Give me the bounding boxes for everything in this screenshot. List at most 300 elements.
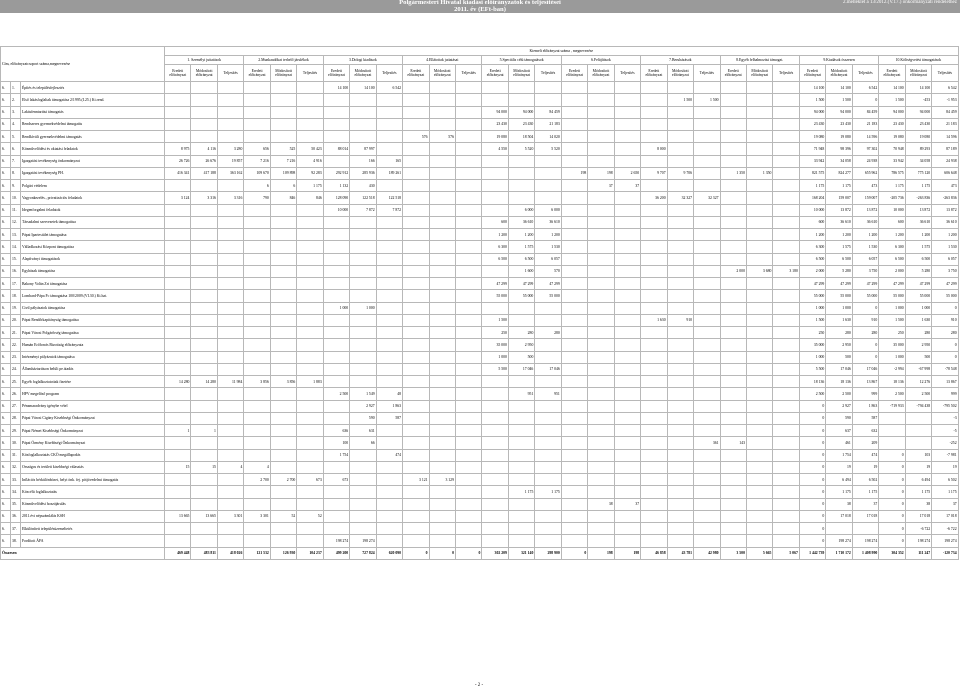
value-cell: 47 299 [535, 278, 561, 290]
value-cell [403, 461, 429, 473]
value-cell: 19 [852, 461, 878, 473]
value-cell [614, 388, 640, 400]
row-index: 6. [1, 437, 11, 449]
value-cell [217, 363, 243, 375]
value-cell: 15 [191, 461, 217, 473]
value-cell [746, 106, 772, 118]
value-cell [667, 290, 693, 302]
value-cell [217, 351, 243, 363]
value-cell [297, 535, 323, 547]
value-cell [667, 535, 693, 547]
value-cell: 14 596 [852, 131, 878, 143]
value-cell [641, 437, 667, 449]
value-cell [244, 94, 270, 106]
value-cell: 461 [826, 437, 852, 449]
value-cell [297, 412, 323, 424]
value-cell: 2 500 [799, 388, 825, 400]
value-cell [508, 314, 534, 326]
value-cell: 6 502 [852, 474, 878, 486]
value-cell [667, 143, 693, 155]
subcolumn-header: Eredeti előirányzat [165, 65, 191, 82]
table-row [1, 314, 959, 326]
value-cell: 32 327 [667, 192, 693, 204]
value-cell [429, 437, 455, 449]
row-label: Társadalmi szervezetek támogatása [21, 216, 165, 228]
value-cell [455, 449, 481, 461]
value-cell [561, 143, 587, 155]
value-cell [667, 278, 693, 290]
value-cell [720, 229, 746, 241]
value-cell: 417 188 [191, 167, 217, 179]
value-cell: 37 [932, 498, 958, 510]
value-cell [429, 449, 455, 461]
value-cell: 17 046 [826, 363, 852, 375]
row-number: 29. [11, 425, 21, 437]
value-cell [244, 204, 270, 216]
value-cell [746, 498, 772, 510]
value-cell [588, 461, 614, 473]
value-cell: 0 [799, 437, 825, 449]
row-index: 6. [1, 400, 11, 412]
value-cell: 35 000 [879, 339, 905, 351]
value-cell [165, 241, 191, 253]
row-number: 32. [11, 461, 21, 473]
value-cell [561, 449, 587, 461]
value-cell [773, 437, 799, 449]
value-cell [667, 155, 693, 167]
value-cell [614, 241, 640, 253]
value-cell [773, 180, 799, 192]
value-cell: 0 [879, 510, 905, 522]
value-cell [297, 449, 323, 461]
value-cell [429, 535, 455, 547]
value-cell: 500 [905, 351, 931, 363]
value-cell: 13 665 [165, 510, 191, 522]
row-number: 18. [11, 290, 21, 302]
value-cell [270, 339, 296, 351]
total-cell: 3 500 [720, 547, 746, 559]
value-cell [561, 106, 587, 118]
value-cell: 3 680 [746, 265, 772, 277]
value-cell: 66 [350, 437, 376, 449]
value-cell [323, 106, 349, 118]
row-index: 6. [1, 118, 11, 130]
value-cell: 280 [508, 327, 534, 339]
table-row [1, 327, 959, 339]
value-cell: 55 000 [535, 290, 561, 302]
value-cell [773, 106, 799, 118]
value-cell [191, 216, 217, 228]
value-cell [641, 412, 667, 424]
total-cell: 0 [429, 547, 455, 559]
value-cell [217, 302, 243, 314]
value-cell [297, 216, 323, 228]
value-cell: 3 316 [191, 192, 217, 204]
value-cell [641, 265, 667, 277]
value-cell [588, 449, 614, 461]
value-cell: 34 058 [905, 155, 931, 167]
value-cell: 5 500 [799, 363, 825, 375]
value-cell: 6 [244, 180, 270, 192]
value-cell [773, 216, 799, 228]
value-cell: 600 [879, 216, 905, 228]
value-cell [746, 131, 772, 143]
value-cell: 37 [614, 180, 640, 192]
value-cell [614, 351, 640, 363]
row-number: 8. [11, 167, 21, 179]
value-cell [720, 192, 746, 204]
value-cell [297, 106, 323, 118]
value-cell [667, 363, 693, 375]
row-index: 6. [1, 265, 11, 277]
value-cell [191, 118, 217, 130]
value-cell [323, 486, 349, 498]
value-cell: 4 550 [482, 143, 508, 155]
value-cell [191, 498, 217, 510]
value-cell: 1 000 [482, 351, 508, 363]
value-cell [694, 278, 720, 290]
value-cell: 14 100 [350, 82, 376, 94]
value-cell [165, 388, 191, 400]
value-cell [217, 253, 243, 265]
subcolumn-header: Eredeti előirányzat [561, 65, 587, 82]
value-cell [297, 498, 323, 510]
value-cell [773, 486, 799, 498]
total-cell: 5 067 [773, 547, 799, 559]
value-cell [588, 388, 614, 400]
value-cell [376, 131, 402, 143]
value-cell [720, 143, 746, 155]
value-cell [244, 290, 270, 302]
value-cell: 13 867 [852, 376, 878, 388]
value-cell [561, 400, 587, 412]
value-cell [588, 118, 614, 130]
row-label: Intézményi pályázatok támogatása [21, 351, 165, 363]
total-cell: 198 [614, 547, 640, 559]
table-row [1, 498, 959, 510]
table-row [1, 535, 959, 547]
row-number: 22. [11, 339, 21, 351]
value-cell: 38 [905, 498, 931, 510]
value-cell [270, 498, 296, 510]
value-cell [455, 412, 481, 424]
value-cell: 23 430 [879, 118, 905, 130]
value-cell [217, 241, 243, 253]
group-title: 8.Egyéb felhalmozási támogat. [720, 56, 799, 65]
value-cell: 0 [799, 461, 825, 473]
total-cell: 321 140 [508, 547, 534, 559]
value-cell: 165 [376, 155, 402, 167]
value-cell [508, 535, 534, 547]
table-row [1, 229, 959, 241]
table-row [1, 363, 959, 375]
value-cell: 47 299 [482, 278, 508, 290]
value-cell [455, 363, 481, 375]
value-cell [641, 241, 667, 253]
value-cell [773, 327, 799, 339]
value-cell [561, 523, 587, 535]
value-cell [614, 131, 640, 143]
row-index: 6. [1, 535, 11, 547]
value-cell: 23 430 [508, 118, 534, 130]
row-index: 6. [1, 94, 11, 106]
value-cell: 17 046 [852, 363, 878, 375]
value-cell: 7 872 [376, 204, 402, 216]
value-cell: 7 216 [270, 155, 296, 167]
value-cell [403, 143, 429, 155]
value-cell: 88 014 [323, 143, 349, 155]
value-cell [165, 131, 191, 143]
value-cell [694, 498, 720, 510]
value-cell [667, 241, 693, 253]
value-cell [429, 412, 455, 424]
value-cell [588, 425, 614, 437]
row-label: Építés és településfejlesztés [21, 82, 165, 94]
value-cell [429, 523, 455, 535]
value-cell [217, 94, 243, 106]
value-cell [482, 302, 508, 314]
value-cell [614, 474, 640, 486]
value-cell: 3 280 [217, 143, 243, 155]
value-cell: 0 [799, 474, 825, 486]
value-cell: 189 261 [376, 167, 402, 179]
value-cell [429, 180, 455, 192]
value-cell [429, 425, 455, 437]
value-cell [297, 241, 323, 253]
value-cell [191, 204, 217, 216]
value-cell: 3 180 [773, 265, 799, 277]
value-cell: 1 630 [826, 314, 852, 326]
value-cell [270, 351, 296, 363]
value-cell: 1 200 [826, 229, 852, 241]
value-cell: 36 200 [641, 192, 667, 204]
value-cell: 587 [376, 412, 402, 424]
value-cell [561, 437, 587, 449]
value-cell [297, 314, 323, 326]
value-cell [482, 82, 508, 94]
total-cell: 1 442 739 [799, 547, 825, 559]
value-cell [773, 131, 799, 143]
value-cell [535, 437, 561, 449]
row-label: Inflációs bérkülönbözet, helyi önk. fej. pótjövedelmi támogatás [21, 474, 165, 486]
value-cell: 47 299 [879, 278, 905, 290]
value-cell [270, 253, 296, 265]
value-cell: 50 423 [297, 143, 323, 155]
value-cell [508, 376, 534, 388]
value-cell: 0 [879, 486, 905, 498]
value-cell: 122 518 [376, 192, 402, 204]
value-cell [746, 302, 772, 314]
value-cell [191, 412, 217, 424]
value-cell: -1 953 [932, 94, 958, 106]
value-cell [403, 412, 429, 424]
value-cell [350, 216, 376, 228]
value-cell [720, 523, 746, 535]
subcolumn-header: Módosított előirányzat [270, 65, 296, 82]
value-cell: 6 300 [799, 241, 825, 253]
value-cell: 1 530 [852, 241, 878, 253]
value-cell [641, 388, 667, 400]
value-cell [614, 400, 640, 412]
table-row [1, 155, 959, 167]
value-cell [455, 474, 481, 486]
value-cell [429, 216, 455, 228]
value-cell: 0 [879, 523, 905, 535]
value-cell [191, 400, 217, 412]
value-cell [614, 290, 640, 302]
value-cell: 910 [667, 314, 693, 326]
value-cell [561, 314, 587, 326]
subcolumn-header: Módosított előirányzat [191, 65, 217, 82]
table-row [1, 474, 959, 486]
value-cell: 1 500 [879, 314, 905, 326]
value-cell: 1 000 [879, 351, 905, 363]
value-cell [720, 376, 746, 388]
value-cell: 209 [852, 437, 878, 449]
value-cell: 34 058 [826, 155, 852, 167]
value-cell [376, 253, 402, 265]
value-cell: -78 548 [932, 363, 958, 375]
value-cell [455, 192, 481, 204]
row-label: Pápai Városi Cigány Kisebbségi Önkormányzat [21, 412, 165, 424]
value-cell: 1 [165, 425, 191, 437]
value-cell: 1 175 [879, 180, 905, 192]
value-cell [720, 204, 746, 216]
row-number: 15. [11, 253, 21, 265]
value-cell [191, 180, 217, 192]
value-cell: 198 274 [932, 535, 958, 547]
value-cell [270, 449, 296, 461]
value-cell [614, 437, 640, 449]
value-cell: 23 430 [905, 118, 931, 130]
row-number: 36. [11, 510, 21, 522]
value-cell [350, 523, 376, 535]
total-cell: 0 [403, 547, 429, 559]
value-cell: 70 948 [879, 143, 905, 155]
total-cell: 121 532 [244, 547, 270, 559]
value-cell [614, 94, 640, 106]
row-label: Pápai Rendőrkapitányság támogatása [21, 314, 165, 326]
value-cell: 198 274 [852, 535, 878, 547]
total-cell: 104 237 [297, 547, 323, 559]
value-cell: 15 [165, 461, 191, 473]
row-index: 6. [1, 351, 11, 363]
value-cell [746, 412, 772, 424]
value-cell [429, 461, 455, 473]
row-index: 6. [1, 388, 11, 400]
value-cell: 21 183 [852, 118, 878, 130]
value-cell [429, 388, 455, 400]
value-cell: 4 916 [297, 155, 323, 167]
value-cell [641, 204, 667, 216]
row-label: Országos és területi kisebbségi választás [21, 461, 165, 473]
value-cell [455, 400, 481, 412]
value-cell: 473 [852, 180, 878, 192]
value-cell [720, 425, 746, 437]
value-cell [667, 437, 693, 449]
value-cell: 4 [217, 461, 243, 473]
value-cell: 0 [799, 486, 825, 498]
row-number: 28. [11, 412, 21, 424]
value-cell [694, 290, 720, 302]
value-cell: 1 [191, 425, 217, 437]
value-cell: 1 175 [932, 486, 958, 498]
value-cell [403, 253, 429, 265]
value-cell: 3 750 [932, 265, 958, 277]
value-cell: 790 [244, 192, 270, 204]
value-cell [482, 474, 508, 486]
group-title: 10.Költségvetési támogatások [879, 56, 958, 65]
value-cell [588, 363, 614, 375]
row-index: 6. [1, 229, 11, 241]
table-row [1, 302, 959, 314]
value-cell: 32 327 [694, 192, 720, 204]
value-cell: 36 610 [826, 216, 852, 228]
value-cell [641, 425, 667, 437]
value-cell [191, 535, 217, 547]
row-index: 6. [1, 376, 11, 388]
value-cell [429, 327, 455, 339]
value-cell: -795 502 [932, 400, 958, 412]
value-cell [217, 180, 243, 192]
value-cell [403, 388, 429, 400]
value-cell [165, 339, 191, 351]
value-cell [165, 290, 191, 302]
value-cell [270, 302, 296, 314]
value-cell: -252 [932, 437, 958, 449]
value-cell [429, 302, 455, 314]
value-cell: 3 124 [165, 192, 191, 204]
value-cell [694, 155, 720, 167]
value-cell [588, 143, 614, 155]
value-cell [429, 314, 455, 326]
value-cell [746, 523, 772, 535]
value-cell [217, 278, 243, 290]
table-row [1, 412, 959, 424]
value-cell: 1 132 [323, 180, 349, 192]
table-row [1, 523, 959, 535]
table-row [1, 351, 959, 363]
value-cell [376, 327, 402, 339]
value-cell: 285 936 [350, 167, 376, 179]
value-cell [614, 461, 640, 473]
value-cell [376, 474, 402, 486]
value-cell: 87 997 [350, 143, 376, 155]
row-index: 6. [1, 204, 11, 216]
row-index: 6. [1, 155, 11, 167]
value-cell [429, 167, 455, 179]
value-cell [641, 216, 667, 228]
value-cell [165, 351, 191, 363]
value-cell: 198 274 [905, 535, 931, 547]
row-index: 6. [1, 167, 11, 179]
value-cell: -7 981 [932, 449, 958, 461]
value-cell [535, 376, 561, 388]
value-cell [588, 82, 614, 94]
value-cell: 631 [350, 425, 376, 437]
value-cell [746, 253, 772, 265]
value-cell: 198 [588, 167, 614, 179]
value-cell: 600 [482, 216, 508, 228]
value-cell: 1 200 [508, 229, 534, 241]
value-cell: 587 [852, 412, 878, 424]
value-cell: 0 [852, 351, 878, 363]
value-cell: 632 [852, 425, 878, 437]
value-cell: 18 136 [879, 376, 905, 388]
subcolumn-header: Eredeti előirányzat [879, 65, 905, 82]
value-cell: 7 872 [350, 204, 376, 216]
value-cell [455, 143, 481, 155]
